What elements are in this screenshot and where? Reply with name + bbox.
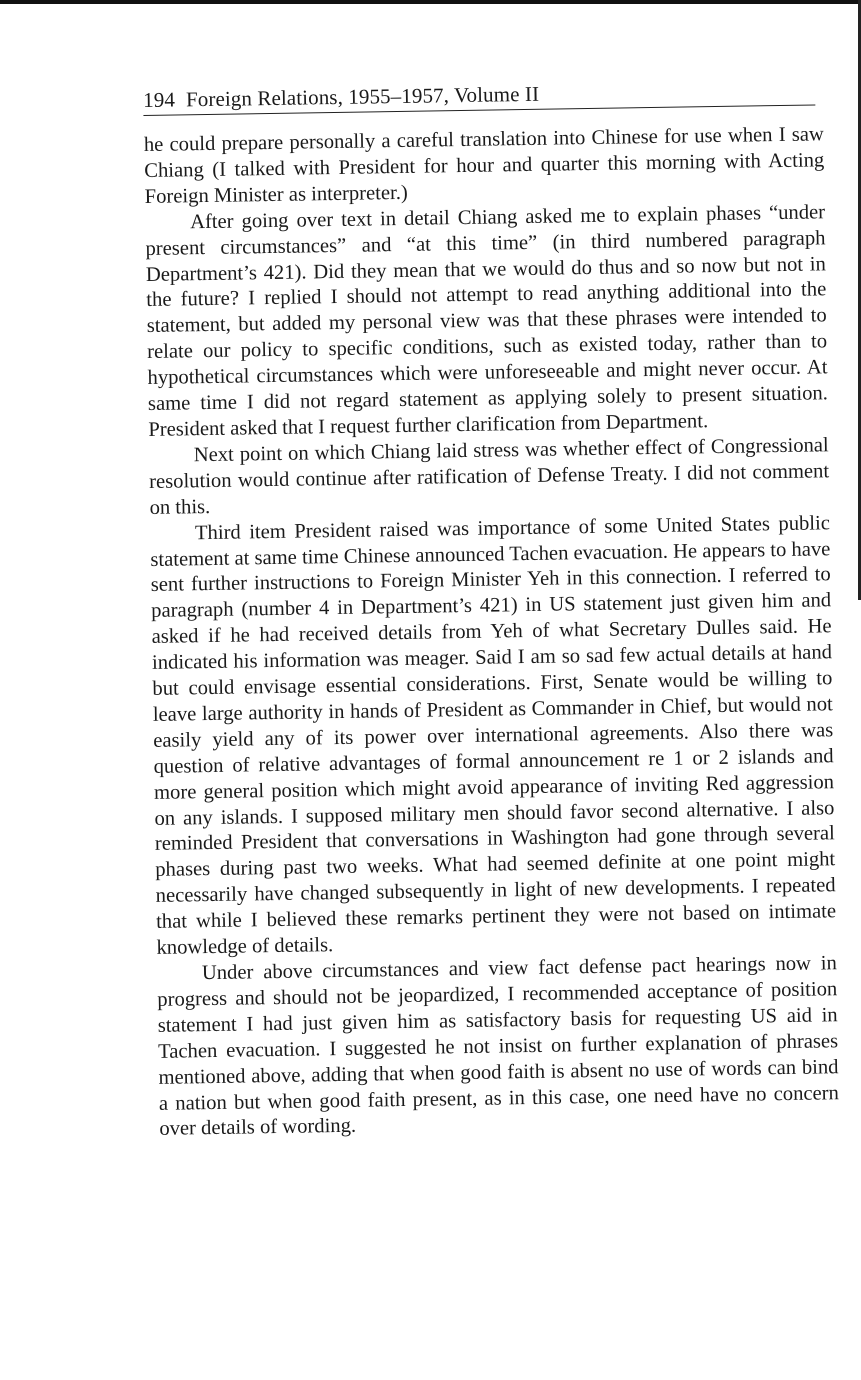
scan-top-border — [0, 0, 861, 4]
running-header — [143, 77, 815, 116]
paragraph: Third item President raised was importance of some United States public statement at same time Chinese announced Tachen evacuation. He appears to have sent further instructions to Foreign Minister Yeh in this connection. I referred to paragraph (number 4 in Department’s 421) in US statement just given him and asked if he had received details from Yeh of what Secretary Dulles said. He indicated his information was meager. Said I am so sad few actual details at hand but could envisage essential considerations. First, Senate would be willing to leave large authority in hands of President as Commander in Chief, but would not easily yield any of its power over international agreements. Also there was question of relative advantages of formal announcement re 1 or 2 islands and more general position which might avoid appearance of inviting Red aggression on any islands. I supposed military men should favor second alternative. I also reminded President that conversations in Washington had gone through several phases during past two weeks. What had seemed definite at one point might necessarily have changed subsequently in light of new developments. I repeated that while I believed these remarks pertinent they were not based on intimate knowledge of details. — [150, 511, 837, 959]
page-number: 194 — [143, 87, 176, 112]
body-text — [144, 122, 840, 1143]
document-page — [143, 77, 839, 1143]
paragraph: After going over text in detail Chiang asked me to explain phases “under present circumstances” and “at this time” (in third numbered paragraph Department’s 421). Did they mean that we would do thus and so now but not in the future? I replied I should not attempt to read anything additional into the statement, but added my personal view was that these phrases were intended to relate our policy to specific conditions, such as existed today, rather than to hypothetical circumstances which were unforeseeable and might never occur. At same time I did not regard statement as applying solely to present situation. President asked that I request further clarification from Department. — [145, 201, 829, 441]
paragraph: Under above circumstances and view fact defense pact hearings now in progress and should not be jeopardized, I recommended acceptance of position statement I had just given him as satisfactory basis for requesting US aid in Tachen evacuation. I suggested he not insist on further explanation of phrases mentioned above, adding that when good faith is absent no use of words can bind a nation but when good faith present, as in this case, one need have no concern over details of wording. — [157, 952, 840, 1141]
paragraph-continued: he could prepare personally a careful translation into Chinese for use when I saw Chiang (I talked with President for hour and quarter this morning with Acting Foreign Minister as interpreter.) — [143, 123, 825, 208]
paragraph: Next point on which Chiang laid stress was whether effect of Congressional resolution would continue after ratification of Defense Treaty. I did not comment on this. — [149, 434, 830, 519]
book-title: Foreign Relations, 1955–1957, Volume II — [185, 81, 540, 112]
